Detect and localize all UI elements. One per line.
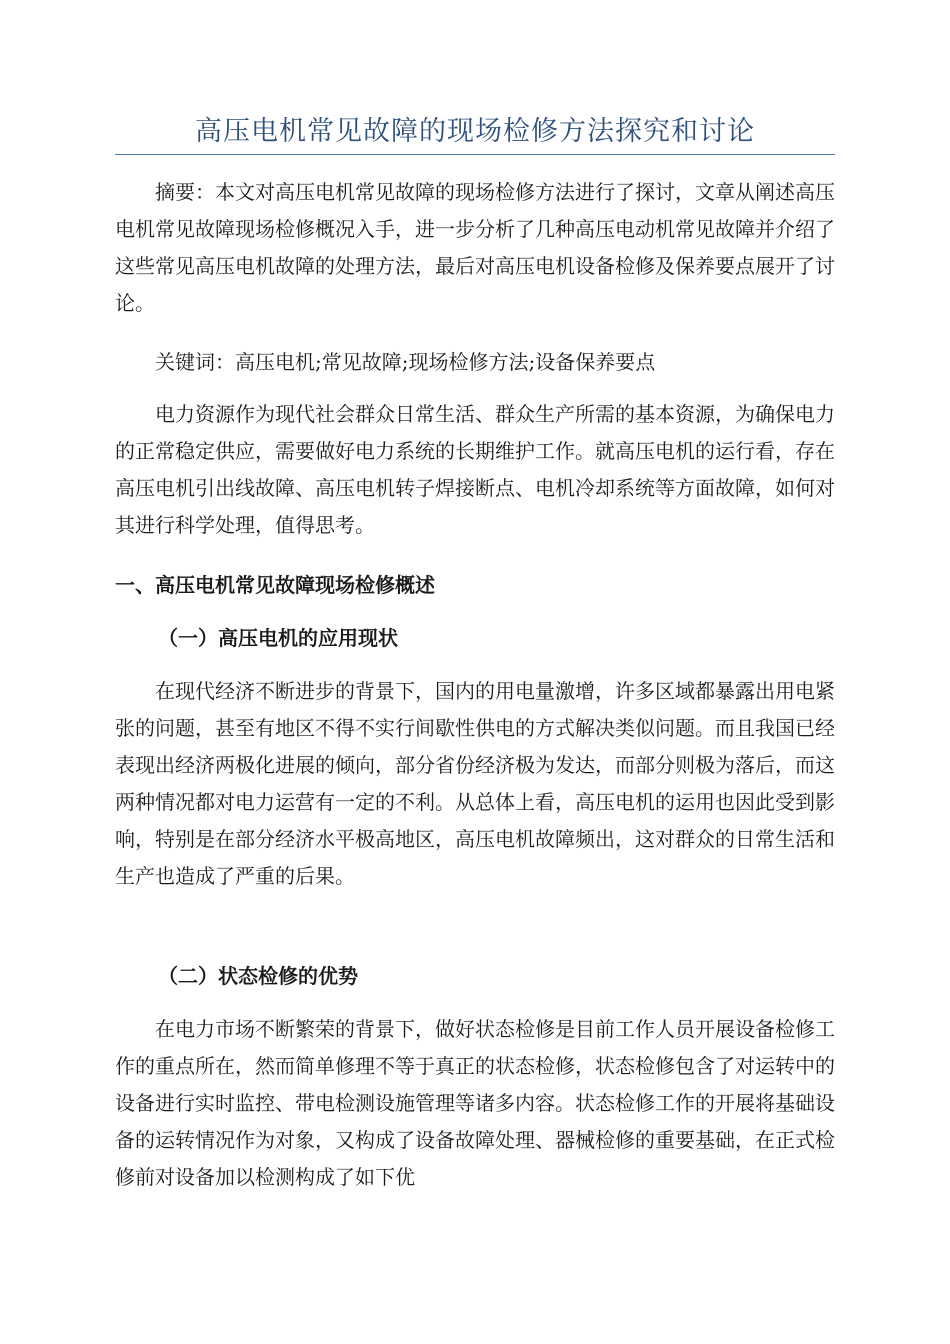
subsection-1-heading: （一）高压电机的应用现状 [158,626,398,650]
abstract-paragraph: 摘要：本文对高压电机常见故障的现场检修方法进行了探讨，文章从阐述高压电机常见故障现场检修概况入手，进一步分析了几种高压电动机常见故障并介绍了这些常见高压电机故障的处理方法，最后对高压电机设备检修及保养要点展开了讨论。 [115,180,835,315]
title-underline [115,154,835,155]
subsection-2-heading: （二）状态检修的优势 [158,964,358,988]
subsection-1-paragraph: 在现代经济不断进步的背景下，国内的用电量激增，许多区域都暴露出用电紧张的问题，甚至有地区不得不实行间歇性供电的方式解决类似问题。而且我国已经表现出经济两极化进展的倾向，部分省份经济极为发达，而部分则极为落后，而这两种情况都对电力运营有一定的不利。从总体上看，高压电机的运用也因此受到影响，特别是在部分经济水平极高地区，高压电机故障频出，这对群众的日常生活和生产也造成了严重的后果。 [115,679,835,888]
document-title: 高压电机常见故障的现场检修方法探究和讨论 [195,116,755,147]
section-1-heading: 一、高压电机常见故障现场检修概述 [115,573,435,597]
intro-paragraph: 电力资源作为现代社会群众日常生活、群众生产所需的基本资源，为确保电力的正常稳定供应，需要做好电力系统的长期维护工作。就高压电机的运行看，存在高压电机引出线故障、高压电机转子焊接断点、电机冷却系统等方面故障，如何对其进行科学处理，值得思考。 [115,402,835,537]
subsection-2-paragraph: 在电力市场不断繁荣的背景下，做好状态检修是目前工作人员开展设备检修工作的重点所在，然而简单修理不等于真正的状态检修，状态检修包含了对运转中的设备进行实时监控、带电检测设施管理等诸多内容。状态检修工作的开展将基础设备的运转情况作为对象，又构成了设备故障处理、器械检修的重要基础，在正式检修前对设备加以检测构成了如下优 [115,1017,835,1189]
keywords-line: 关键词：高压电机;常见故障;现场检修方法;设备保养要点 [155,350,656,374]
